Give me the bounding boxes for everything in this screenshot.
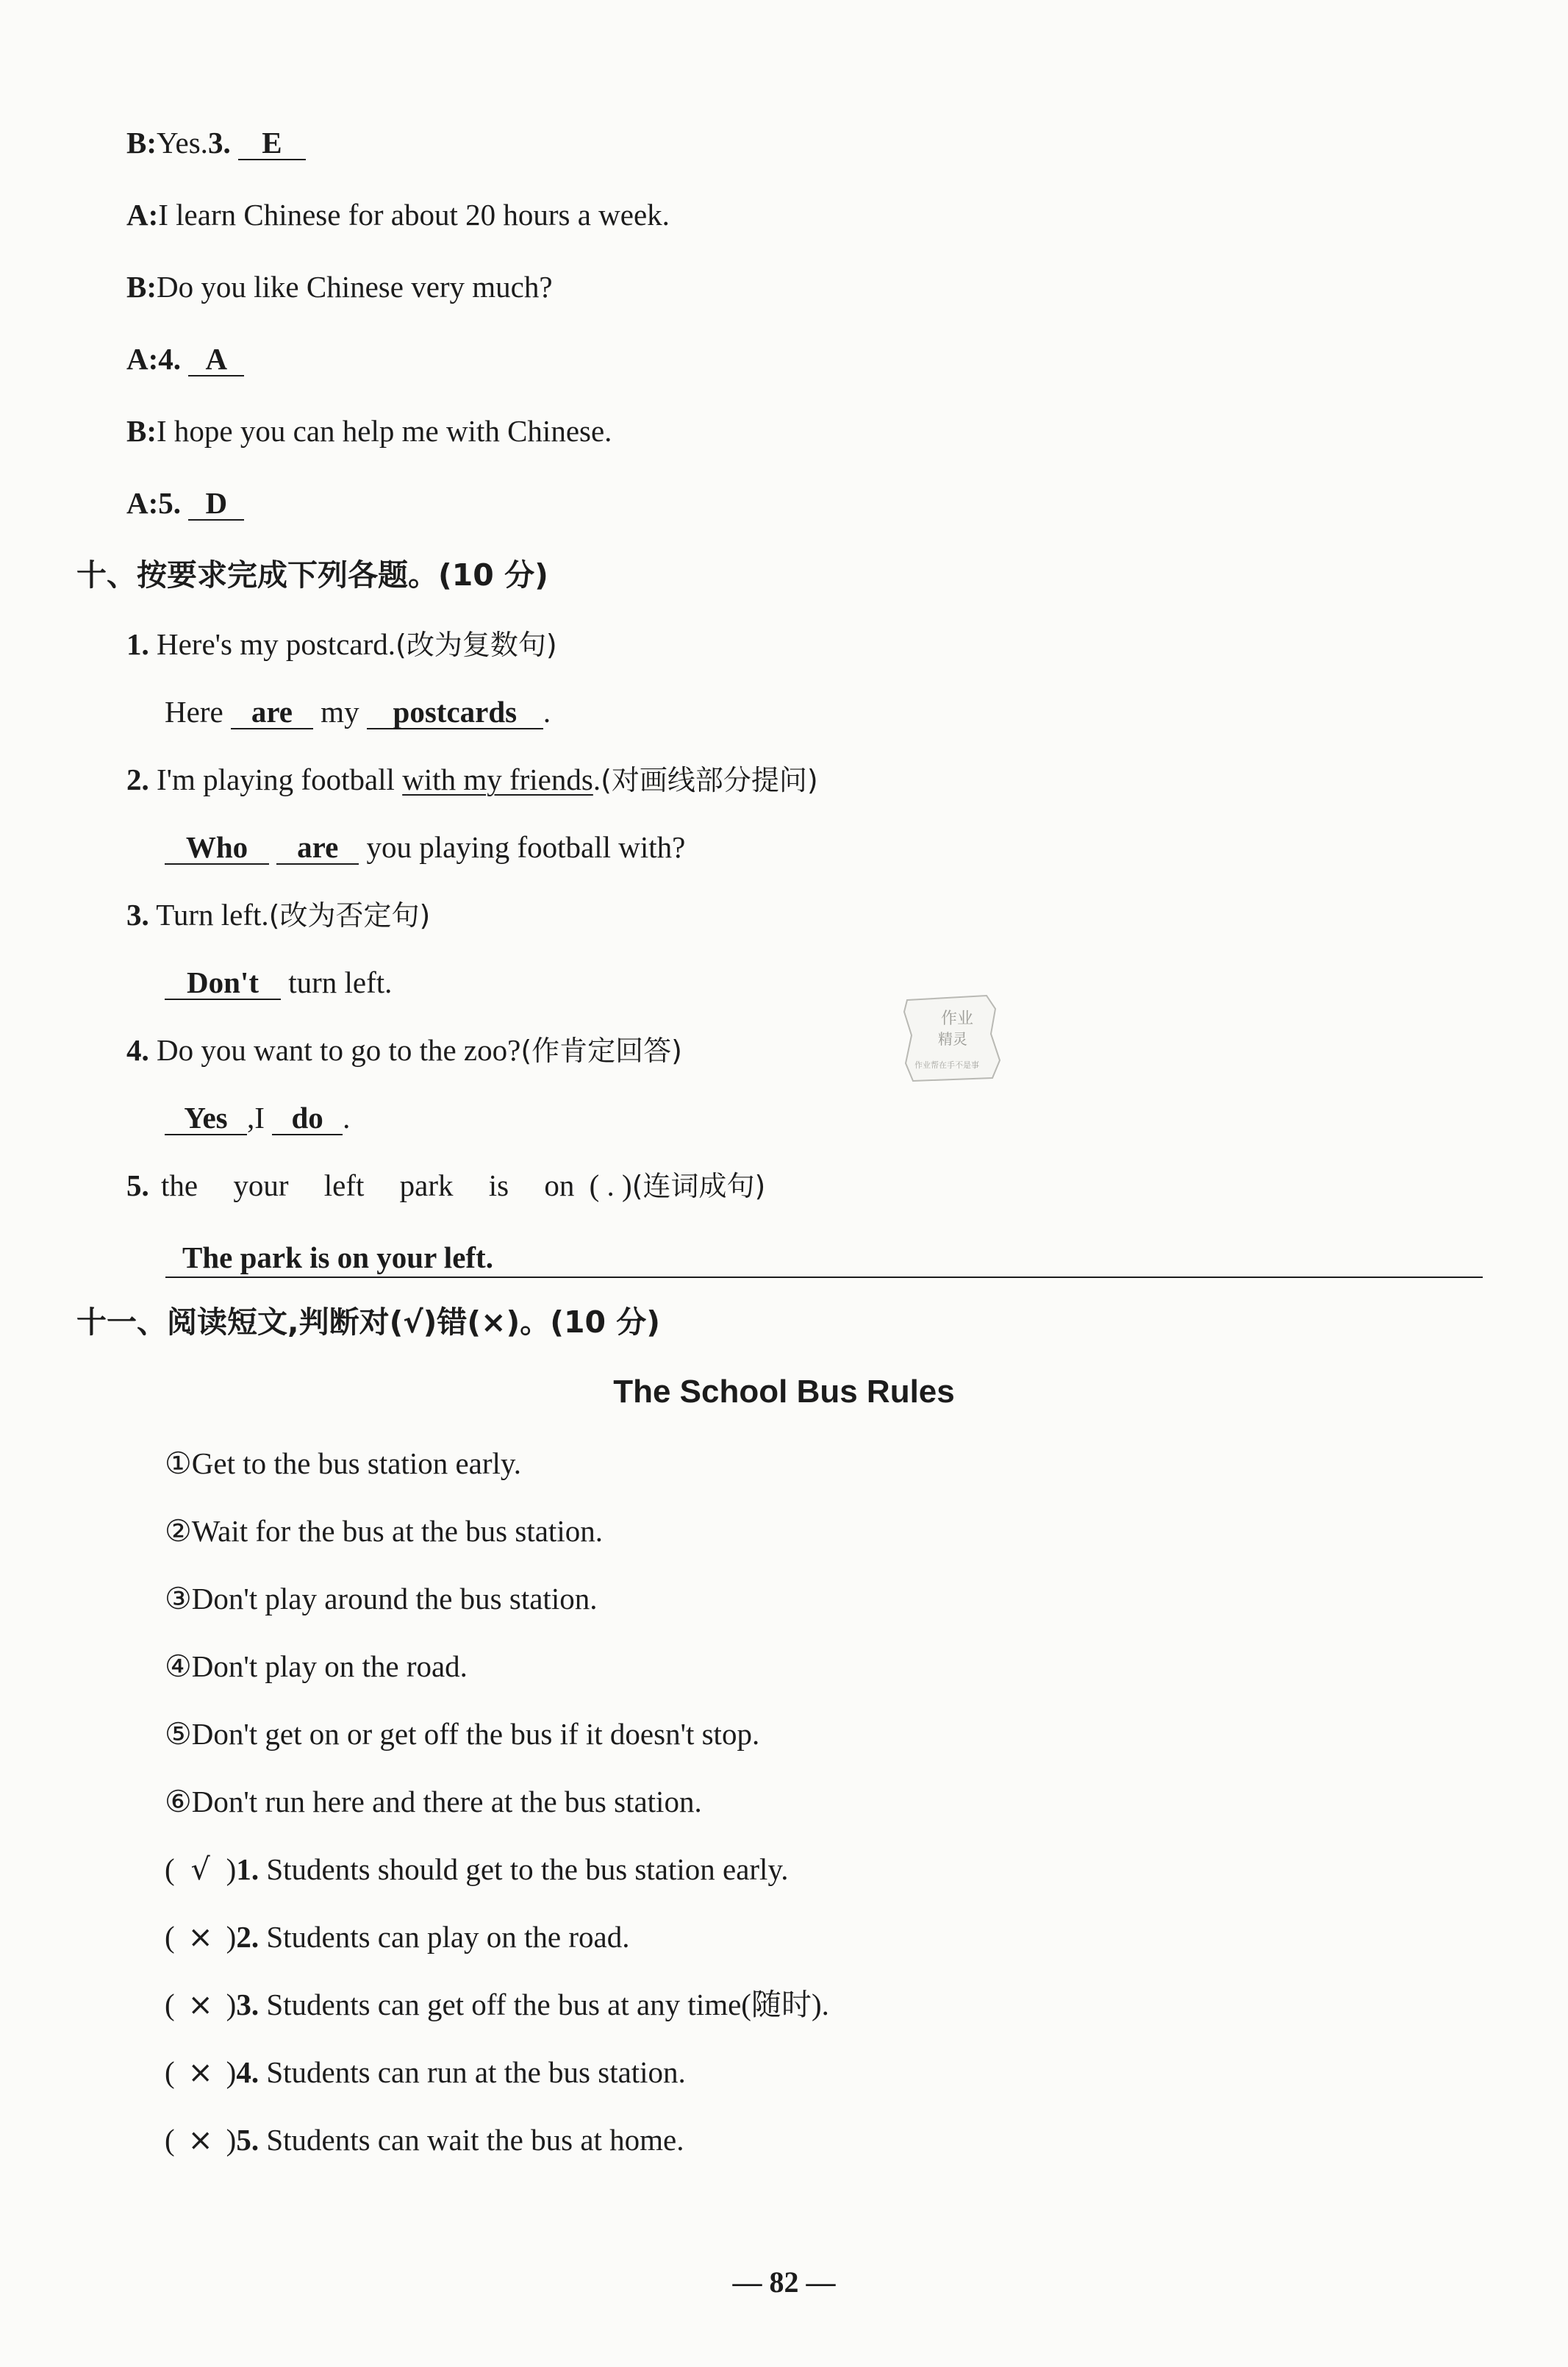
dialogue-line-3: B:Do you like Chinese very much? — [126, 270, 553, 304]
check-mark: √ — [190, 1852, 210, 1887]
page-number: — 82 — — [732, 2266, 836, 2299]
judgment-item: ( × )2. Students can play on the road. — [165, 1919, 630, 1954]
answer-punct: . — [343, 1101, 351, 1135]
judgment-text: Students can run at the bus station. — [266, 2055, 686, 2089]
question-text: Do you want to go to the zoo? — [157, 1033, 521, 1067]
question-number: 3. — [207, 126, 231, 160]
question-punct: . — [593, 763, 601, 796]
dialogue-line-4: A:4. A — [126, 340, 244, 378]
judgment-item: ( √ )1. Students should get to the bus station early. — [165, 1852, 789, 1887]
scrambled-word: your — [233, 1168, 289, 1202]
question-number: 4. — [236, 2055, 259, 2089]
judgment-item: ( × )3. Students can get off the bus at any time(随时). — [165, 1987, 829, 2022]
s10-q5 — [126, 1166, 765, 1205]
judgment-text: Students should get to the bus station early. — [266, 1852, 789, 1886]
answer-rule — [165, 1277, 1483, 1278]
speaker-label: B — [126, 414, 147, 448]
answer-blank: E — [238, 126, 306, 160]
dialogue-text: Yes. — [157, 126, 208, 160]
speaker-label: A — [126, 198, 148, 232]
underlined-part: with my friends — [402, 763, 593, 796]
answer-text: ,I — [247, 1101, 265, 1135]
answer-blank: Yes — [165, 1102, 247, 1135]
s10-q5-answer: The park is on your left. — [182, 1240, 493, 1274]
answer-blank: are — [231, 696, 313, 729]
question-number: 2. — [126, 763, 149, 796]
question-instruction: (对画线部分提问) — [601, 764, 818, 796]
answer-text: turn left. — [288, 965, 393, 999]
speaker-label: B — [126, 126, 147, 160]
s10-q1-answer — [165, 693, 551, 731]
judgment-item: ( × )5. Students can wait the bus at home. — [165, 2122, 684, 2157]
passage-title: The School Bus Rules — [613, 1374, 955, 1410]
answer-text: Here — [165, 695, 223, 729]
judgment-item: ( × )4. Students can run at the bus station. — [165, 2054, 686, 2090]
judgment-text: Students can get off the bus at any time(随时). — [266, 1988, 829, 2021]
answer-punct: . — [543, 695, 551, 729]
stamp-text: 作业帮在手不是事 — [914, 1060, 979, 1070]
section-11-header: 十一、阅读短文,判断对(√)错(×)。(10 分) — [76, 1304, 661, 1340]
rule-item: ④Don't play on the road. — [165, 1649, 468, 1683]
scrambled-word: left — [323, 1168, 365, 1202]
s10-q2-answer — [165, 828, 685, 866]
answer-text: my — [321, 695, 359, 729]
section-10-header: 十、按要求完成下列各题。(10 分) — [76, 557, 548, 593]
question-number: 5. — [158, 486, 182, 520]
question-instruction: (连词成句) — [631, 1170, 766, 1202]
answer-blank: do — [272, 1102, 343, 1135]
watermark-stamp-icon — [898, 990, 1007, 1087]
s10-q1 — [126, 625, 557, 664]
scrambled-word: the — [161, 1168, 198, 1202]
cross-mark: × — [187, 2122, 213, 2157]
scrambled-word: park — [399, 1168, 454, 1202]
s10-q4-answer — [165, 1099, 350, 1137]
s10-q2 — [126, 760, 818, 799]
judgment-text: Students can wait the bus at home. — [266, 2123, 684, 2157]
speaker-label: A — [126, 342, 148, 376]
speaker-label: A — [126, 486, 148, 520]
cross-mark: × — [187, 1987, 213, 2022]
rule-item: ③Don't play around the bus station. — [165, 1582, 598, 1616]
scrambled-word: on — [544, 1168, 575, 1202]
cross-mark: × — [187, 1919, 213, 1954]
s10-q3-answer — [165, 963, 392, 1002]
question-text: Turn left. — [156, 898, 269, 932]
dialogue-line-2: A:I learn Chinese for about 20 hours a week. — [126, 198, 670, 232]
answer-blank: Who — [165, 831, 269, 865]
answer-blank: D — [188, 487, 244, 521]
scrambled-word: ( . ) — [589, 1168, 632, 1202]
question-number: 1. — [236, 1852, 259, 1886]
question-instruction: (改为否定句) — [268, 899, 431, 932]
rule-item: ②Wait for the bus at the bus station. — [165, 1514, 603, 1548]
question-number: 3. — [236, 1988, 259, 2021]
judgment-text: Students can play on the road. — [266, 1920, 630, 1954]
question-number: 2. — [236, 1920, 259, 1954]
scrambled-word: is — [488, 1168, 509, 1202]
rule-item: ①Get to the bus station early. — [165, 1446, 521, 1480]
question-number: 5. — [236, 2123, 259, 2157]
question-number: 4. — [158, 342, 182, 376]
s10-q4 — [126, 1031, 682, 1070]
answer-blank: A — [188, 343, 244, 376]
dialogue-line-5: B:I hope you can help me with Chinese. — [126, 414, 612, 448]
dialogue-text: I hope you can help me with Chinese. — [157, 414, 612, 448]
answer-blank: Don't — [165, 966, 281, 1000]
dialogue-line-6: A:5. D — [126, 484, 244, 522]
answer-blank: are — [276, 831, 359, 865]
question-number: 1. — [126, 627, 149, 661]
speaker-label: B — [126, 270, 147, 304]
question-instruction: (改为复数句) — [395, 629, 557, 661]
dialogue-line-1: B:Yes.3. E — [126, 124, 306, 162]
rule-item: ⑤Don't get on or get off the bus if it doesn't stop. — [165, 1717, 760, 1751]
s10-q3 — [126, 896, 430, 935]
cross-mark: × — [187, 2054, 213, 2090]
question-number: 3. — [126, 898, 149, 932]
question-text: I'm playing football — [157, 763, 395, 796]
dialogue-text: I learn Chinese for about 20 hours a week. — [158, 198, 670, 232]
question-number: 5. — [126, 1168, 149, 1202]
question-text: Here's my postcard. — [157, 627, 396, 661]
question-instruction: (作肯定回答) — [520, 1035, 682, 1067]
stamp-text: 精灵 — [938, 1030, 967, 1048]
stamp-text: 作业 — [941, 1010, 974, 1028]
answer-blank: postcards — [367, 696, 543, 729]
dialogue-text: Do you like Chinese very much? — [157, 270, 553, 304]
rule-item: ⑥Don't run here and there at the bus station. — [165, 1785, 702, 1818]
question-number: 4. — [126, 1033, 149, 1067]
answer-text: you playing football with? — [366, 830, 686, 864]
